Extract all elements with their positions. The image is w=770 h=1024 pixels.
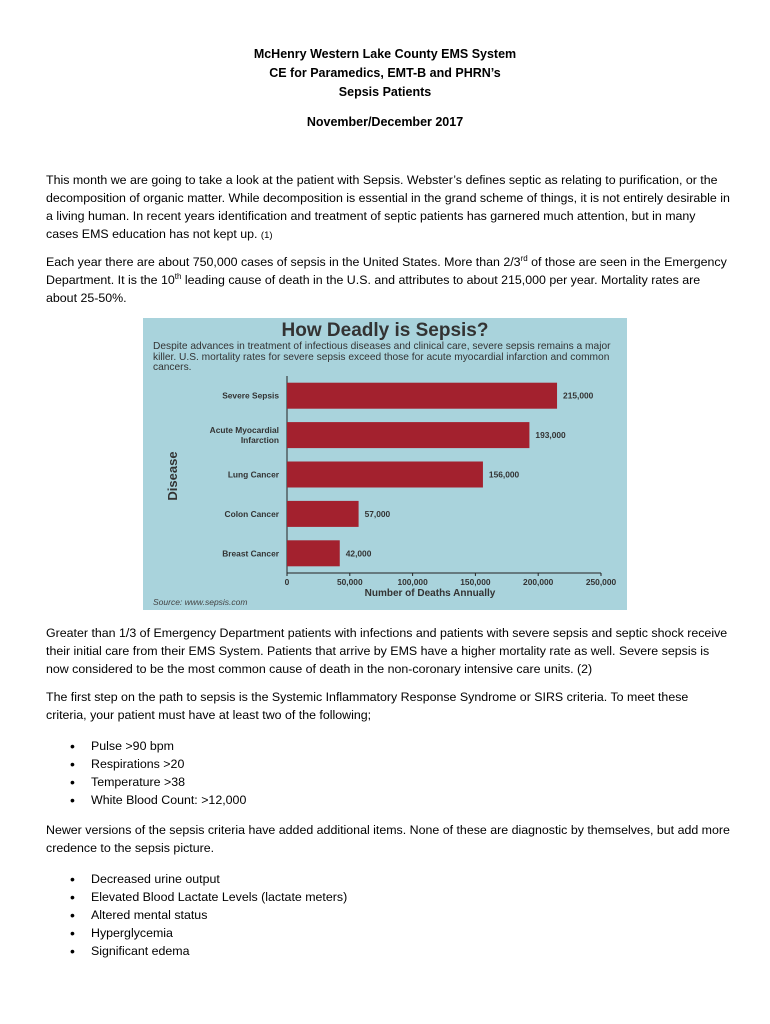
- stats-text-3: leading cause of death in the U.S. and attributes to about 215,000 per year. Mortality rates are about 25-50%.: [46, 273, 701, 305]
- chart-bar: [287, 501, 359, 527]
- chart-value-label: 42,000: [345, 548, 372, 559]
- list-item: • Respirations >20: [46, 755, 246, 773]
- sirs-paragraph: [46, 688, 730, 724]
- chart-x-tick-label: 200,000: [523, 577, 554, 587]
- header-audience: CE for Paramedics, EMT-B and PHRN’s: [269, 66, 501, 80]
- list-item: • Significant edema: [46, 942, 347, 960]
- stats-text-1: Each year there are about 750,000 cases of sepsis in the United States. More than 2/3: [46, 255, 521, 269]
- chart-category-label: Severe Sepsis: [222, 390, 279, 401]
- newer-criteria-paragraph: [46, 821, 730, 857]
- stats-text-2: of those are seen in the Emergency Department. It is the 10: [46, 255, 727, 287]
- list-item: • Decreased urine output: [46, 870, 347, 888]
- list-item: • Temperature >38: [46, 773, 246, 791]
- chart-x-tick-label: 100,000: [397, 577, 428, 587]
- document-header: [0, 45, 770, 102]
- stats-paragraph: [46, 253, 730, 307]
- chart-bar: [287, 462, 483, 488]
- chart-y-axis-title: Disease: [165, 451, 180, 501]
- chart-value-label: 215,000: [563, 390, 594, 401]
- header-topic: Sepsis Patients: [338, 85, 432, 99]
- list-item: • White Blood Count: >12,000: [46, 791, 246, 809]
- header-date-text: November/December 2017: [306, 115, 464, 129]
- chart-subtitle: Despite advances in treatment of infectious diseases and clinical care, severe sepsis remains a major killer. U.S. mortality rates for severe sepsis exceed those for acute myocardial infarction and common cancers.: [153, 341, 611, 373]
- intro-paragraph: [46, 171, 730, 245]
- list-item: • Altered mental status: [46, 906, 347, 924]
- header-date: [0, 113, 770, 132]
- list-item: • Pulse >90 bpm: [46, 737, 246, 755]
- sepsis-mortality-chart: [143, 318, 627, 610]
- chart-category-label: Colon Cancer: [224, 508, 279, 519]
- chart-value-label: 156,000: [488, 469, 520, 480]
- intro-text: This month we are going to take a look at the patient with Sepsis. Webster’s defines septic as relating to purification, or the decomposition of organic matter. While decomposition is essential in the grand scheme of things, it is not entirely desirable in a living human. In recent years identification and treatment of septic patients has garnered much attention, but in many cases EMS education has not kept up.: [46, 173, 730, 241]
- chart-bar: [287, 422, 529, 448]
- chart-category-label: Acute Myocardial Infarction: [209, 425, 279, 446]
- chart-bar: [287, 383, 557, 409]
- chart-value-label: 57,000: [364, 508, 391, 519]
- intro-reference: (1): [260, 230, 273, 241]
- stats-sup-1: rd: [520, 253, 528, 263]
- chart-bar: [287, 540, 340, 566]
- newer-criteria-list: [46, 870, 347, 960]
- chart-x-tick-label: 250,000: [585, 577, 617, 587]
- chart-category-label: Lung Cancer: [227, 469, 279, 480]
- chart-x-tick-label: 0: [284, 577, 290, 587]
- header-organization: McHenry Western Lake County EMS System: [253, 47, 517, 61]
- ed-text: Greater than 1/3 of Emergency Department patients with infections and patients with severe sepsis and septic shock receive their initial care from their EMS System. Patients that arrive by EMS have a higher mortality rate as well. Severe sepsis is now considered to be the most common cause of death in the non-coronary intensive care units. (2): [46, 626, 728, 676]
- ed-paragraph: [46, 624, 730, 678]
- list-item: • Hyperglycemia: [46, 924, 347, 942]
- chart-x-axis-title: Number of Deaths Annually: [364, 588, 496, 599]
- chart-title: How Deadly is Sepsis?: [281, 320, 489, 341]
- chart-source: Source: www.sepsis.com: [153, 597, 248, 607]
- chart-x-tick-label: 150,000: [460, 577, 491, 587]
- list-item: • Elevated Blood Lactate Levels (lactate meters): [46, 888, 347, 906]
- chart-value-label: 193,000: [535, 430, 566, 441]
- stats-sup-2: th: [174, 271, 182, 281]
- chart-category-label: Breast Cancer: [222, 548, 279, 559]
- chart-x-tick-label: 50,000: [336, 577, 363, 587]
- newer-text: Newer versions of the sepsis criteria have added additional items. None of these are diagnostic by themselves, but add more credence to the sepsis picture.: [46, 823, 730, 855]
- sirs-criteria-list: [46, 737, 246, 809]
- sirs-text: The first step on the path to sepsis is the Systemic Inflammatory Response Syndrome or SIRS criteria. To meet these criteria, your patient must have at least two of the following;: [46, 690, 689, 722]
